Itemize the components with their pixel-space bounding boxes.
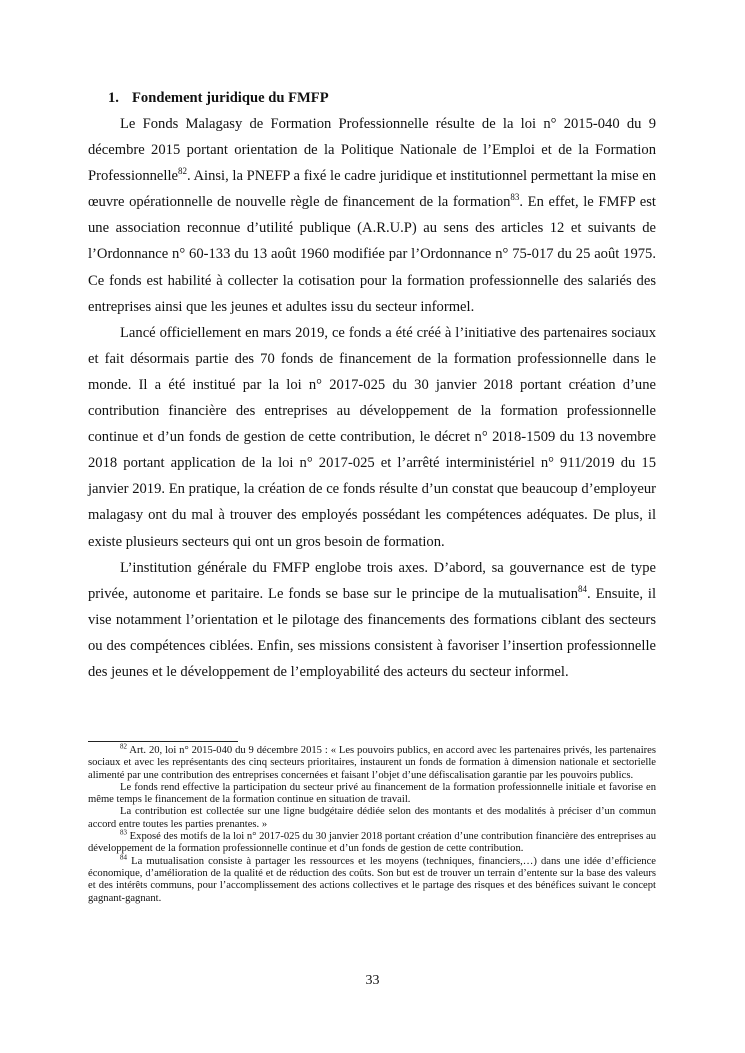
footnote-ref-82[interactable]: 82	[177, 166, 187, 177]
section-number: 1.	[108, 90, 119, 106]
paragraph-3-text-b: . Ensuite, il vise notamment l’orientation et le pilotage des financements des formations ciblant des secteurs ou des compétences ciblées. Enfin, ses missions consistent à favoriser l’insertion professionnelle des jeunes et le développement de l’employabilité des acteurs du secteur informel.	[88, 585, 656, 680]
footnote-84-number: 84	[120, 853, 127, 862]
page-number: 33	[365, 973, 380, 988]
section-heading	[108, 88, 656, 108]
footnotes	[88, 742, 656, 905]
footnote-82-number: 82	[120, 742, 127, 751]
footnote-84-text: La mutualisation consiste à partager les ressources et les moyens (techniques, financiers,…) dans une idée d’efficience économique, d’amélioration de la qualité et de réduction des coûts. Son but est de trouver un terrain d’entente sur la base des valeurs et des intérêts communs, pour l’accomplissement des actions collectives et le partage des risques et des bénéfices suivant le concept gagnant-gagnant.	[88, 855, 656, 904]
footnote-ref-83[interactable]: 83	[510, 192, 520, 203]
main-content	[88, 88, 656, 685]
paragraph-3-text-a: L’institution générale du FMFP englobe trois axes. D’abord, sa gouvernance est de type privée, autonome et paritaire. Le fonds se base sur le principe de la mutualisation	[88, 559, 656, 602]
section-title: Fondement juridique du FMFP	[132, 90, 329, 106]
footnote-82	[88, 742, 656, 782]
footnote-separator	[88, 741, 238, 742]
paragraph-3	[88, 555, 656, 685]
footnote-ref-84[interactable]: 84	[578, 583, 588, 594]
footnote-82-text: Art. 20, loi n° 2015-040 du 9 décembre 2015 : « Les pouvoirs publics, en accord avec les partenaires privés, les partenaires sociaux et avec les représentants des cinq secteurs prioritaires, instaurent un fonds de formation à dimension nationale et sectorielle alimenté par une contribution des entreprises concernées et faisant l’objet d’une défiscalisation garantie par les pouvoirs publics.	[88, 745, 656, 781]
footnote-83	[88, 828, 656, 856]
paragraph-1-text-c: . En effet, le FMFP est une association reconnue d’utilité publique (A.R.U.P) au sens des articles 12 et suivants de l’Ordonnance n° 60-133 du 13 août 1960 modifiée par l’Ordonnance n° 75-017 du 25 août 1975. Ce fonds est habilité à collecter la cotisation pour la formation professionnelle des salariés des entreprises ainsi que les jeunes et adultes issu du secteur informel.	[88, 194, 656, 315]
footnote-83-number: 83	[120, 828, 127, 837]
paragraph-1	[88, 111, 656, 320]
footnote-82-paragraph-3: La contribution est collectée sur une ligne budgétaire dédiée selon des montants et des modalités à préciser d’un commun accord entre toutes les parties prenantes. »	[88, 806, 656, 830]
footnote-83-text: Exposé des motifs de la loi n° 2017-025 du 30 janvier 2018 portant création d’une contribution financière des entreprises au développement de la formation professionnelle continue et d’un fonds de gestion de cette contribution.	[88, 831, 656, 855]
footnote-82-paragraph-2: Le fonds rend effective la participation du secteur privé au financement de la formation professionnelle initiale et favorise en même temps le financement de la formation continue en situation de travail.	[88, 781, 656, 806]
paragraph-2: Lancé officiellement en mars 2019, ce fonds a été créé à l’initiative des partenaires sociaux et fait désormais partie des 70 fonds de financement de la formation professionnelle dans le monde. Il a été institué par la loi n° 2017-025 du 30 janvier 2018 portant création d’une contribution financière des entreprises au développement de la formation professionnelle continue et d’un fonds de gestion de cette contribution, le décret n° 2018-1509 du 13 novembre 2018 portant application de la loi n° 2017-025 et l’arrêté interministériel n° 911/2019 du 15 janvier 2019. En pratique, la création de ce fonds résulte d’un constat que beaucoup d’employeur malagasy ont du mal à trouver des employés possédant les compétences adéquates. De plus, il existe plusieurs secteurs qui ont un gros besoin de formation.	[88, 324, 656, 550]
paragraph-1-text-a: Le Fonds Malagasy de Formation Professionnelle résulte de la loi n° 2015-040 du 9 décembre 2015 portant orientation de la Politique Nationale de l’Emploi et de la Formation Professionnelle	[88, 116, 656, 185]
footnote-84	[88, 853, 656, 905]
paragraph-1-text-b: . Ainsi, la PNEFP a fixé le cadre juridique et institutionnel permettant la mise en œuvre opérationnelle de nouvelle règle de financement de la formation	[88, 168, 656, 211]
